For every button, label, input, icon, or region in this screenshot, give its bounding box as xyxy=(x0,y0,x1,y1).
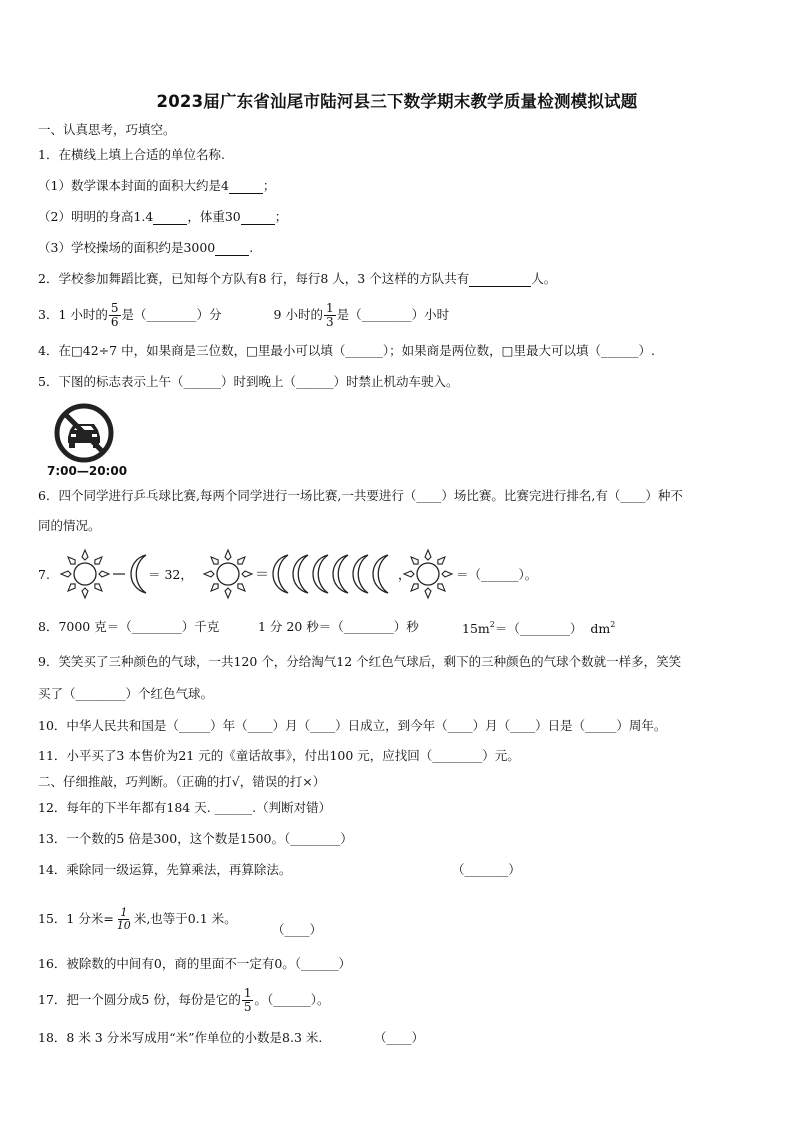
question-15: 15．1 分米= $\frac{1}{10}$ 米,也等于0.1 米。 xyxy=(38,906,237,932)
question-17: 17．把一个圆分成5 份，每份是它的 $\frac{1}{5}$ 。（______）。 xyxy=(38,986,330,1014)
question-7-result-2: ＝（______）。 xyxy=(456,567,538,582)
sun-icon xyxy=(404,550,452,598)
answer-parentheses[interactable]: （____） xyxy=(374,1030,425,1045)
answer-parentheses[interactable]: （_______） xyxy=(452,862,521,877)
answer-blank[interactable] xyxy=(153,211,187,225)
answer-parentheses[interactable]: （____） xyxy=(272,922,323,937)
question-14: 14．乘除同一级运算，先算乘法，再算除法。 xyxy=(38,862,292,877)
answer-blank[interactable] xyxy=(469,273,531,287)
answer-blank[interactable] xyxy=(215,242,249,256)
question-2: 2．学校参加舞蹈比赛，已知每个方队有8 行，每行8 人，3 个这样的方队共有 人。 xyxy=(38,271,557,286)
question-1-part-1: （1）数学课本封面的面积大约是4 ； xyxy=(38,178,276,193)
fraction: $\frac{5}{6}$ xyxy=(110,301,119,329)
moon-icon xyxy=(273,555,288,593)
question-9-line-1: 9．笑笑买了三种颜色的气球，一共120 个，分给淘气12 个红色气球后，剩下的三种颜色的气球个数就一样多，笑笑 xyxy=(38,654,682,669)
moon-icon xyxy=(333,555,348,593)
question-11: 11．小平买了3 本售价为21 元的《童话故事》，付出100 元，应找回（________）元。 xyxy=(38,748,520,763)
sun-icon xyxy=(61,550,109,598)
question-6-line-2: 同的情况。 xyxy=(38,518,101,533)
question-4: 4．在□42÷7 中，如果商是三位数，□里最小可以填（______）；如果商是两位数，□里最大可以填（______）. xyxy=(38,343,655,358)
question-1-part-2: （2）明明的身高1.4 ，体重30 ； xyxy=(38,209,288,224)
question-8-part-1: 8．7000 克＝（________）千克 xyxy=(38,619,220,634)
question-12: 12．每年的下半年都有184 天. ______.（判断对错） xyxy=(38,800,332,815)
page-title: 2023届广东省汕尾市陆河县三下数学期末教学质量检测模拟试题 xyxy=(156,92,638,111)
question-1: 1．在横线上填上合适的单位名称. xyxy=(38,147,225,162)
answer-blank[interactable] xyxy=(229,180,263,194)
moon-icon xyxy=(131,555,146,593)
fraction: $\frac{1}{3}$ xyxy=(325,301,334,329)
question-7-separator: ， xyxy=(398,567,411,582)
section-heading-fill-in: 一、认真思考，巧填空。 xyxy=(38,122,176,137)
sun-icon xyxy=(204,550,252,598)
question-8-part-2: 1 分 20 秒＝（________）秒 xyxy=(258,619,419,634)
no-motor-vehicles-sign-icon xyxy=(52,402,116,464)
sign-time-caption: 7:00—20:00 xyxy=(47,464,128,478)
moon-icon xyxy=(353,555,368,593)
question-1-part-3: （3）学校操场的面积约是3000 . xyxy=(38,240,254,255)
question-10: 10．中华人民共和国是（_____）年（____）月（____）日成立，到今年（____）月（____）日是（_____）周年。 xyxy=(38,718,667,733)
moon-icon xyxy=(293,555,308,593)
question-18: 18．8 米 3 分米写成用“米”作单位的小数是8.3 米. xyxy=(38,1030,323,1045)
fraction: $\frac{1}{10}$ xyxy=(116,906,131,932)
fraction: $\frac{1}{5}$ xyxy=(243,986,252,1014)
question-8-part-3: $15m^2=(\_\_\_\_\_\_\_\_)$ $dm^2$ xyxy=(462,620,616,636)
moon-icon xyxy=(313,555,328,593)
question-5: 5．下图的标志表示上午（______）时到晚上（______）时禁止机动车驶入。 xyxy=(38,374,459,389)
question-7-number: 7. xyxy=(38,567,50,582)
question-9-line-2: 买了（________）个红色气球。 xyxy=(38,686,214,701)
question-7-result-1: ＝ 32， xyxy=(148,567,193,582)
question-3: 3．1 小时的 $\frac{5}{6}$ 是（________）分 9 小时的 $\frac{1}{3}$ 是（________）小时 xyxy=(38,301,450,329)
section-heading-true-false: 二、仔细推敲，巧判断。（正确的打√，错误的打×） xyxy=(38,774,326,789)
moon-icon xyxy=(373,555,388,593)
question-16: 16．被除数的中间有0，商的里面不一定有0。（______） xyxy=(38,956,352,971)
answer-blank[interactable] xyxy=(241,211,275,225)
question-13: 13．一个数的5 倍是300，这个数是1500。（________） xyxy=(38,831,353,846)
question-6-line-1: 6．四个同学进行乒乓球比赛,每两个同学进行一场比赛,一共要进行（____）场比赛。比赛完进行排名,有（____）种不 xyxy=(38,488,683,503)
equals-sign: ＝ xyxy=(255,567,269,583)
